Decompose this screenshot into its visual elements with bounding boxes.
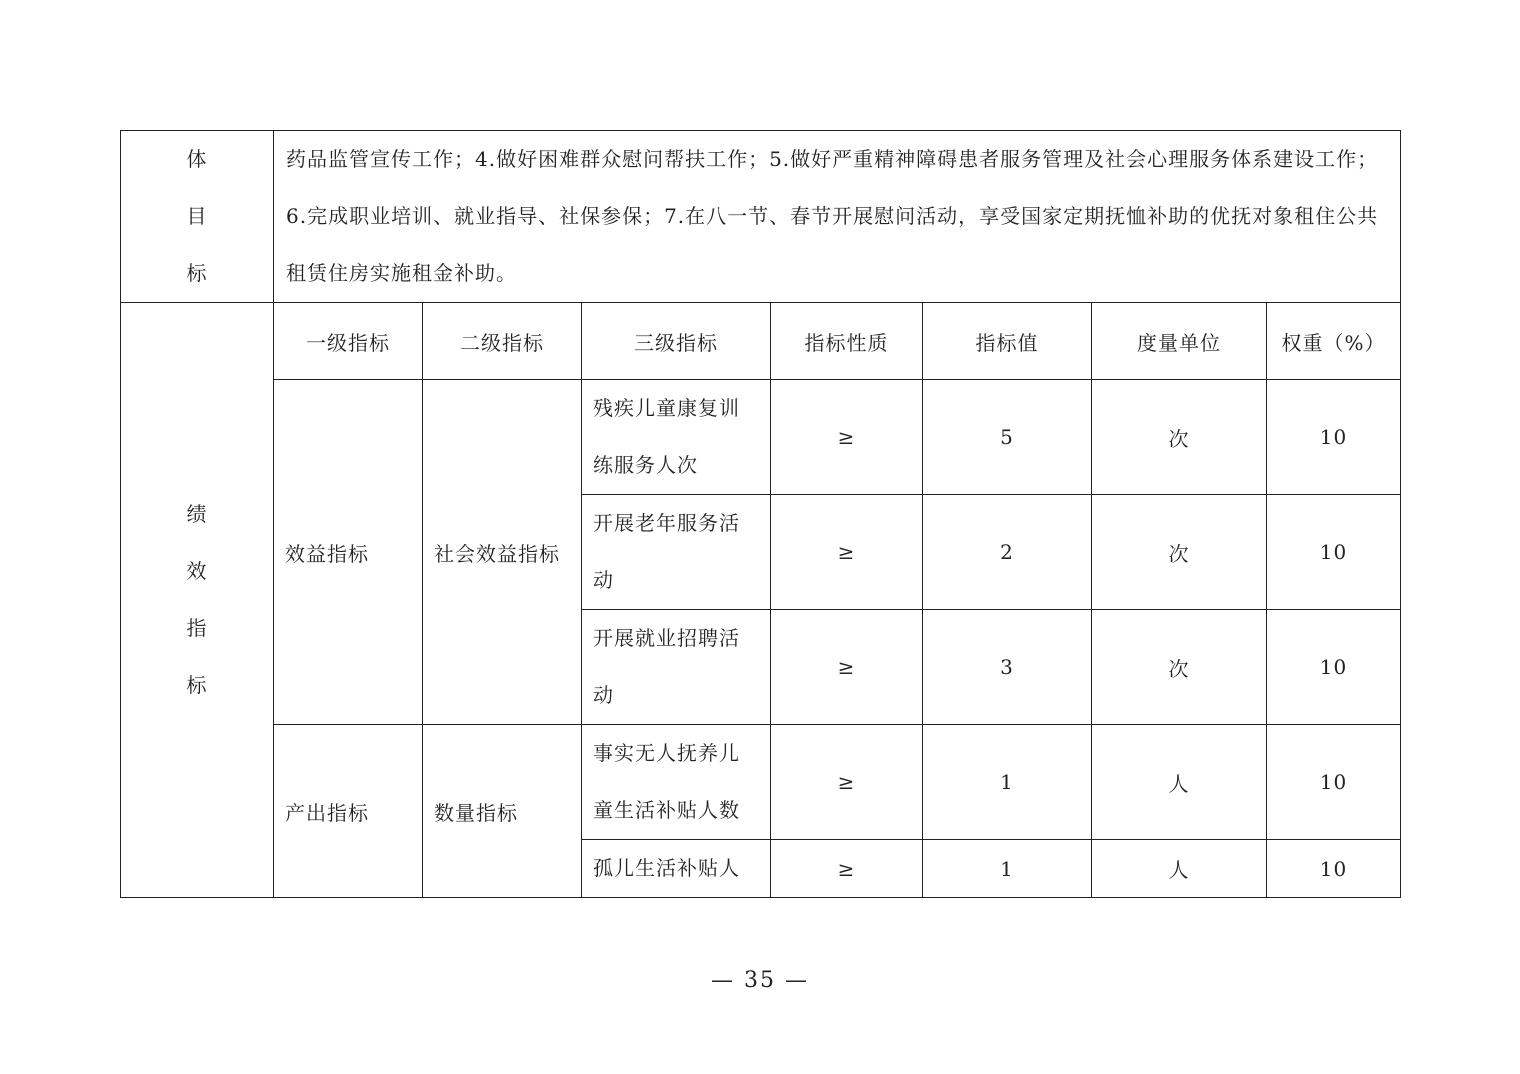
perf-label-char: 效 — [186, 559, 208, 583]
table-row — [121, 380, 1401, 495]
goal-label-char: 标 — [186, 261, 208, 285]
unit-cell: 次 — [1092, 495, 1267, 610]
weight-cell: 10 — [1267, 725, 1401, 840]
goal-label-cell — [121, 131, 274, 303]
value-cell: 5 — [923, 380, 1092, 495]
goal-label-char: 体 — [186, 147, 208, 171]
level3-cell — [582, 840, 771, 898]
header-nature: 指标性质 — [771, 303, 923, 380]
level3-line: 残疾儿童康复训 — [593, 396, 740, 420]
level3-cell — [582, 495, 771, 610]
weight-cell: 10 — [1267, 610, 1401, 725]
header-weight: 权重（%） — [1267, 303, 1401, 380]
level3-line: 童生活补贴人数 — [593, 798, 740, 822]
level3-line: 动 — [593, 568, 614, 592]
table-row — [121, 725, 1401, 840]
unit-cell: 次 — [1092, 380, 1267, 495]
level3-line: 动 — [593, 683, 614, 707]
level3-cell — [582, 610, 771, 725]
perf-label-char: 绩 — [186, 502, 208, 526]
unit-cell: 人 — [1092, 840, 1267, 898]
header-value: 指标值 — [923, 303, 1092, 380]
header-level3: 三级指标 — [582, 303, 771, 380]
goal-text: 药品监管宣传工作；4.做好困难群众慰问帮扶工作；5.做好严重精神障碍患者服务管理及社会心理服务体系建设工作；6.完成职业培训、就业指导、社保参保；7.在八一节、春节开展慰问活动，享受国家定期抚恤补助的优抚对象租住公共租赁住房实施租金补助。 — [274, 131, 1401, 303]
level3-cell — [582, 380, 771, 495]
perf-label-char: 标 — [186, 673, 208, 697]
level3-line: 练服务人次 — [593, 453, 698, 477]
header-level1: 一级指标 — [274, 303, 423, 380]
level2-cell: 数量指标 — [423, 725, 582, 898]
unit-cell: 人 — [1092, 725, 1267, 840]
value-cell: 1 — [923, 725, 1092, 840]
level3-line: 开展老年服务活 — [593, 511, 740, 535]
nature-cell: ≥ — [771, 380, 923, 495]
perf-label-cell — [121, 303, 274, 898]
weight-cell: 10 — [1267, 380, 1401, 495]
nature-cell: ≥ — [771, 610, 923, 725]
header-unit: 度量单位 — [1092, 303, 1267, 380]
level2-cell: 社会效益指标 — [423, 380, 582, 725]
header-level2: 二级指标 — [423, 303, 582, 380]
value-cell: 3 — [923, 610, 1092, 725]
level3-cell — [582, 725, 771, 840]
nature-cell: ≥ — [771, 495, 923, 610]
unit-cell: 次 — [1092, 610, 1267, 725]
goal-label-char: 目 — [186, 204, 208, 228]
level3-line: 事实无人抚养儿 — [593, 741, 740, 765]
perf-label-char: 指 — [186, 616, 208, 640]
weight-cell: 10 — [1267, 495, 1401, 610]
page-number: — 35 — — [711, 968, 809, 993]
value-cell: 1 — [923, 840, 1092, 898]
weight-cell: 10 — [1267, 840, 1401, 898]
value-cell: 2 — [923, 495, 1092, 610]
level1-cell: 效益指标 — [274, 380, 423, 725]
nature-cell: ≥ — [771, 725, 923, 840]
level1-cell: 产出指标 — [274, 725, 423, 898]
level3-line: 开展就业招聘活 — [593, 626, 740, 650]
level3-line: 孤儿生活补贴人 — [593, 856, 740, 880]
performance-target-table — [120, 130, 1401, 898]
nature-cell: ≥ — [771, 840, 923, 898]
